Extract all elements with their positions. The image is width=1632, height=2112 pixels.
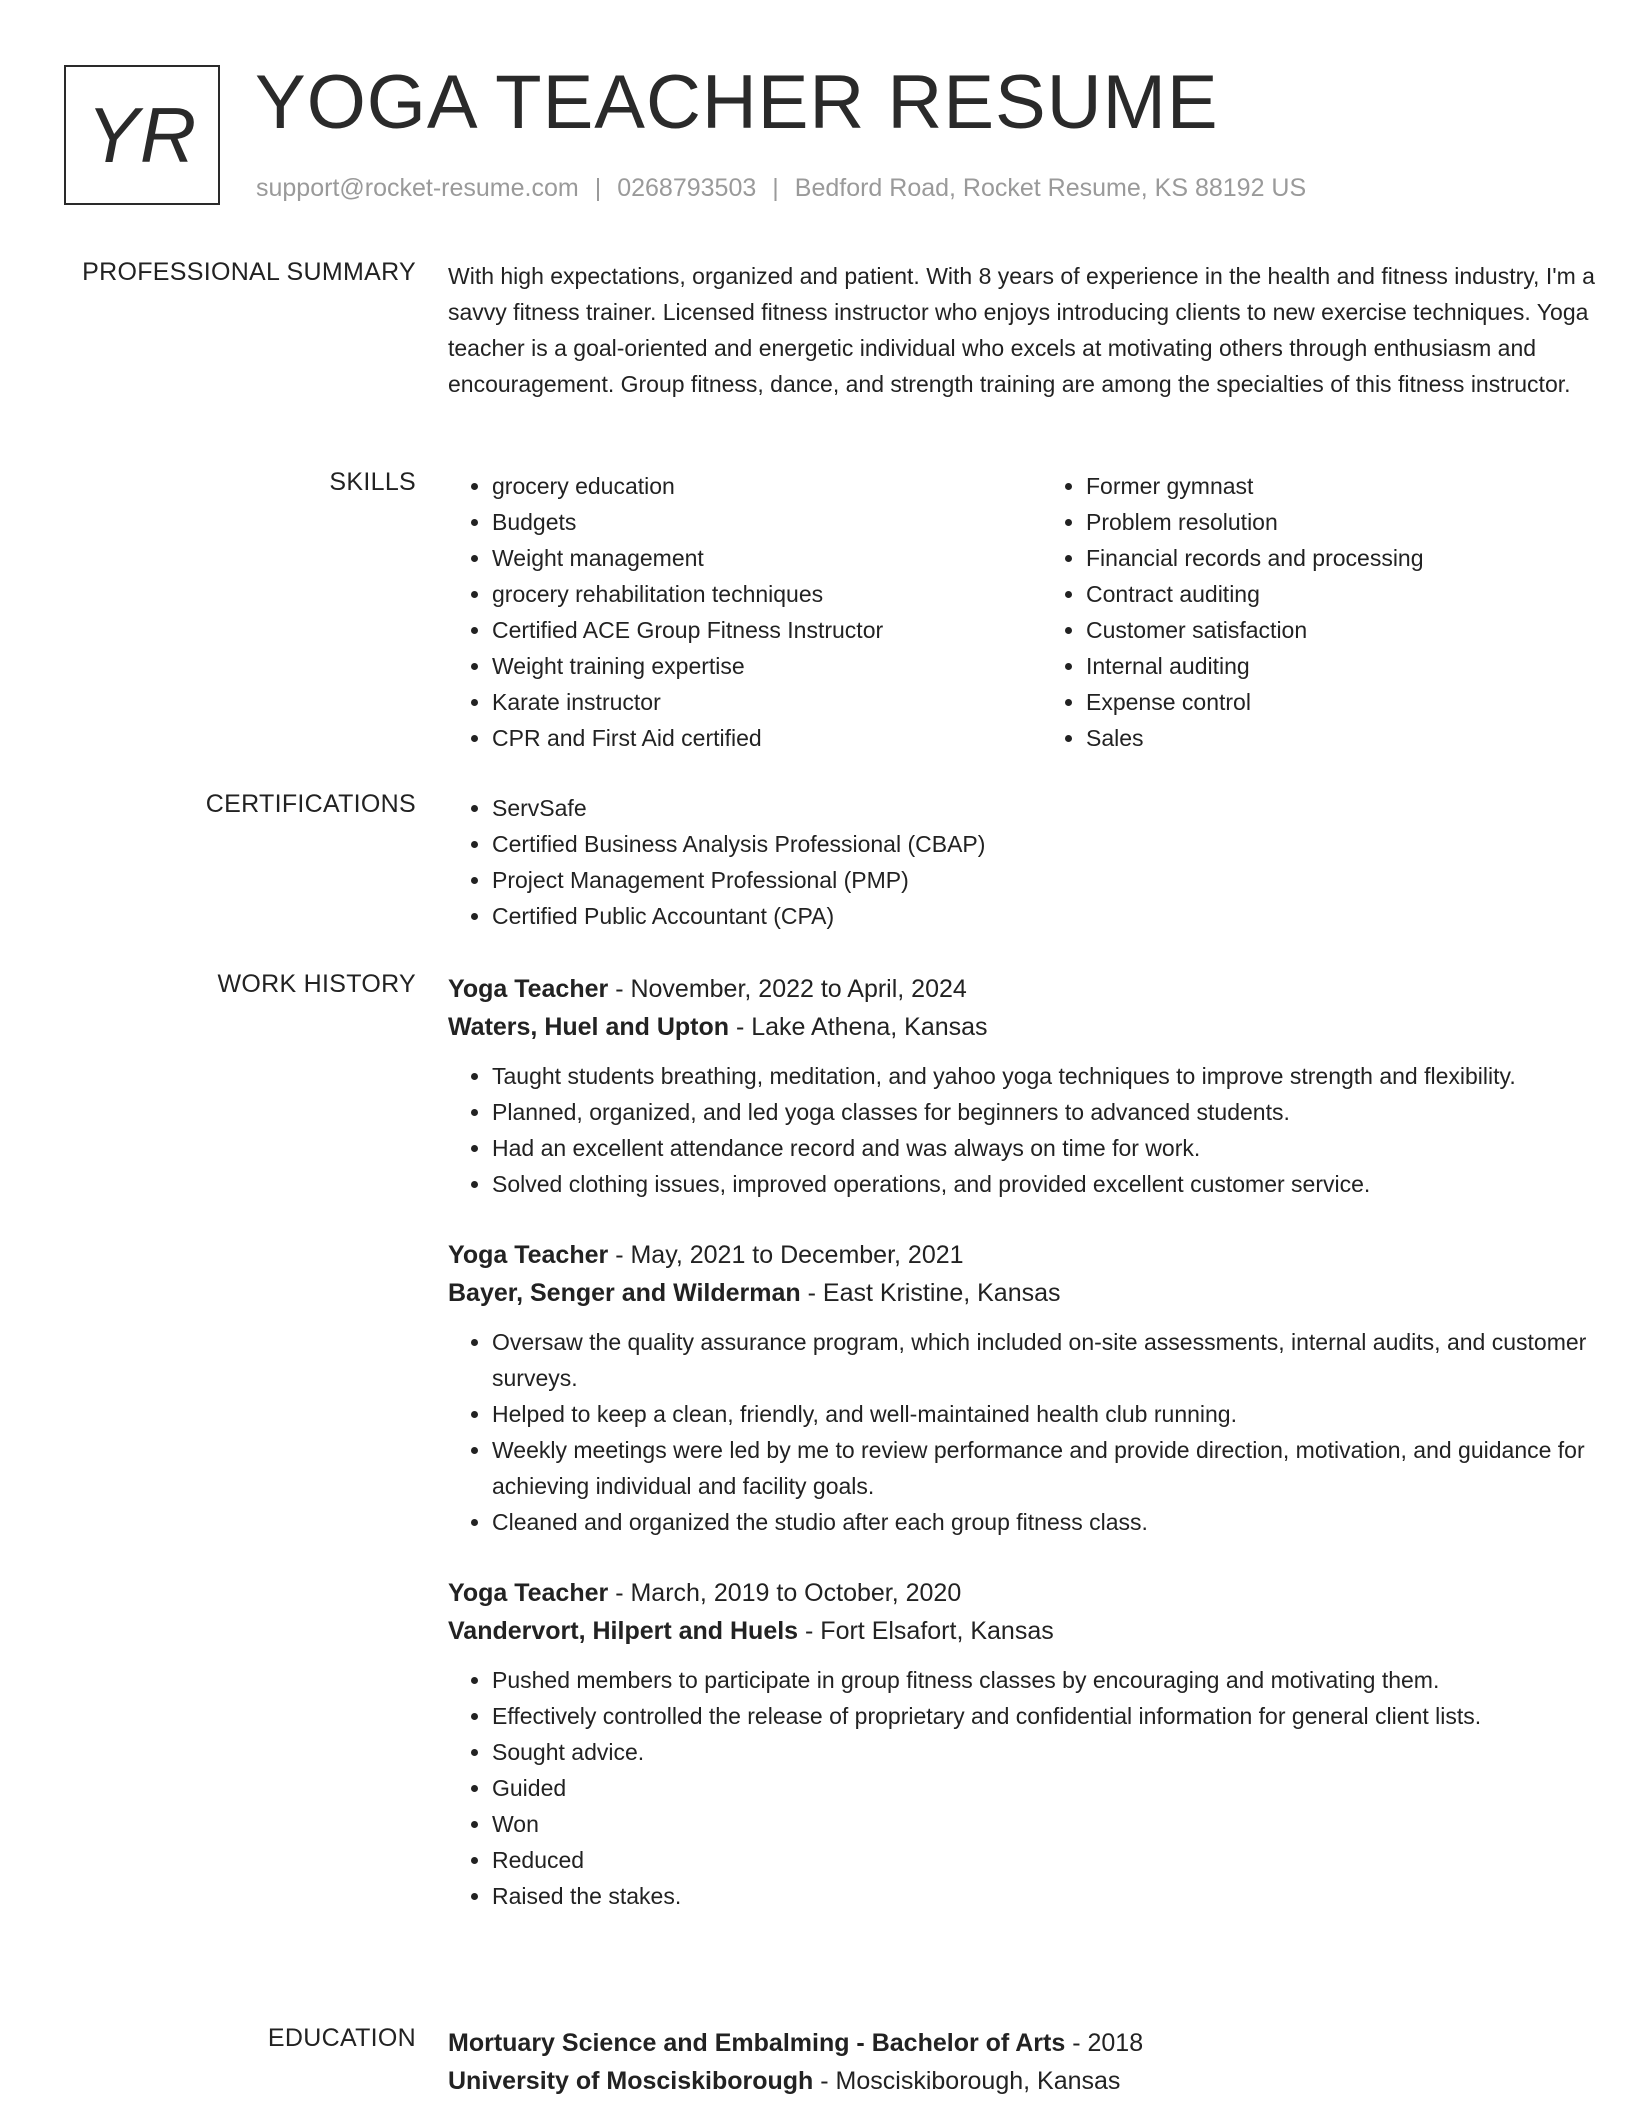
skills-heading: SKILLS — [329, 468, 416, 496]
skill-item: • Internal auditing — [1086, 648, 1632, 684]
skills-list-right — [1042, 468, 1632, 756]
job-bullet: • Reduced — [492, 1842, 1632, 1878]
education-school: University of Mosciskiborough — [448, 2067, 814, 2095]
skill-item: • Problem resolution — [1086, 504, 1632, 540]
job-bullet: • Cleaned and organized the studio after each group fitness class. — [492, 1504, 1632, 1540]
education-heading: EDUCATION — [267, 2024, 416, 2052]
contact-address: Bedford Road, Rocket Resume, KS 88192 US — [794, 174, 1307, 202]
skill-item: • Budgets — [492, 504, 1042, 540]
skill-item: • grocery rehabilitation techniques — [492, 576, 1042, 612]
contact-line — [256, 174, 1306, 203]
skill-item: • CPR and First Aid certified — [492, 720, 1042, 756]
job-entry — [448, 1236, 1632, 1540]
contact-separator: | — [772, 174, 779, 202]
job-dates: - November, 2022 to April, 2024 — [608, 975, 967, 1003]
job-location: - Lake Athena, Kansas — [729, 1013, 988, 1041]
contact-phone[interactable]: 0268793503 — [617, 174, 757, 202]
job-company: Bayer, Senger and Wilderman — [448, 1279, 801, 1307]
summary-heading: PROFESSIONAL SUMMARY — [82, 258, 416, 286]
certification-item: • Project Management Professional (PMP) — [492, 862, 1632, 898]
job-title: Yoga Teacher — [448, 975, 609, 1003]
job-title: Yoga Teacher — [448, 1241, 609, 1269]
job-company-line — [448, 1008, 1632, 1046]
resume-title: YOGA TEACHER RESUME — [255, 60, 1219, 145]
work-history-heading: WORK HISTORY — [217, 970, 416, 998]
job-company: Vandervort, Hilpert and Huels — [448, 1617, 799, 1645]
education-school-line — [448, 2062, 1632, 2100]
job-bullet: • Weekly meetings were led by me to review performance and provide direction, motivation, and guidance for achieving individual and facility goals. — [492, 1432, 1632, 1504]
skills-list-left — [448, 468, 1042, 756]
skill-item: • Financial records and processing — [1086, 540, 1632, 576]
job-entry — [448, 970, 1632, 1202]
certification-item: • Certified Business Analysis Professional (CBAP) — [492, 826, 1632, 862]
contact-email[interactable]: support@rocket-resume.com — [256, 174, 579, 202]
resume-header — [64, 60, 1604, 215]
skill-item: • Former gymnast — [1086, 468, 1632, 504]
certification-item: • Certified Public Accountant (CPA) — [492, 898, 1632, 934]
job-location: - East Kristine, Kansas — [800, 1279, 1061, 1307]
skill-item: • Expense control — [1086, 684, 1632, 720]
skill-item: • Karate instructor — [492, 684, 1042, 720]
job-bullet: • Oversaw the quality assurance program, which included on-site assessments, internal audits, and customer surveys. — [492, 1324, 1632, 1396]
job-bullet: • Won — [492, 1806, 1632, 1842]
skill-item: • Weight management — [492, 540, 1042, 576]
job-bullet: • Sought advice. — [492, 1734, 1632, 1770]
skill-item: • Sales — [1086, 720, 1632, 756]
job-company-line — [448, 1612, 1632, 1650]
job-bullet: • Had an excellent attendance record and was always on time for work. — [492, 1130, 1632, 1166]
skill-item: • Customer satisfaction — [1086, 612, 1632, 648]
job-bullets — [448, 1324, 1632, 1540]
job-title: Yoga Teacher — [448, 1579, 609, 1607]
job-title-line — [448, 970, 1632, 1008]
job-company-line — [448, 1274, 1632, 1312]
certifications-list — [448, 790, 1632, 934]
job-bullet: • Helped to keep a clean, friendly, and well-maintained health club running. — [492, 1396, 1632, 1432]
certification-item: • ServSafe — [492, 790, 1632, 826]
education-location: - Mosciskiborough, Kansas — [813, 2067, 1121, 2095]
job-bullets — [448, 1662, 1632, 1914]
job-location: - Fort Elsafort, Kansas — [798, 1617, 1054, 1645]
job-bullet: • Planned, organized, and led yoga classes for beginners to advanced students. — [492, 1094, 1632, 1130]
job-title-line — [448, 1574, 1632, 1612]
job-title-line — [448, 1236, 1632, 1274]
certifications-heading: CERTIFICATIONS — [205, 790, 416, 818]
monogram-logo: YR — [64, 65, 220, 205]
skill-item: • Certified ACE Group Fitness Instructor — [492, 612, 1042, 648]
education-degree: Mortuary Science and Embalming - Bachelor of Arts — [448, 2029, 1066, 2057]
summary-text: With high expectations, organized and patient. With 8 years of experience in the health and fitness industry, I'm a savvy fitness trainer. Licensed fitness instructor who enjoys introducing clients to new exercise techniques. Yoga teacher is a goal-oriented and energetic individual who excels at motivating others through enthusiasm and encouragement. Group fitness, dance, and strength training are among the specialties of this fitness instructor. — [448, 263, 1595, 397]
education-degree-line — [448, 2024, 1632, 2062]
education-year: - 2018 — [1065, 2029, 1144, 2057]
job-entry — [448, 1574, 1632, 1914]
job-bullet: • Raised the stakes. — [492, 1878, 1632, 1914]
job-dates: - May, 2021 to December, 2021 — [608, 1241, 964, 1269]
job-bullet: • Pushed members to participate in group fitness classes by encouraging and motivating them. — [492, 1662, 1632, 1698]
contact-separator: | — [594, 174, 602, 202]
job-company: Waters, Huel and Upton — [448, 1013, 730, 1041]
job-bullet: • Effectively controlled the release of proprietary and confidential information for general client lists. — [492, 1698, 1632, 1734]
job-bullets — [448, 1058, 1632, 1202]
job-dates: - March, 2019 to October, 2020 — [608, 1579, 962, 1607]
job-bullet: • Guided — [492, 1770, 1632, 1806]
skill-item: • Contract auditing — [1086, 576, 1632, 612]
job-bullet: • Taught students breathing, meditation, and yahoo yoga techniques to improve strength and flexibility. — [492, 1058, 1632, 1094]
skill-item: • Weight training expertise — [492, 648, 1042, 684]
skill-item: • grocery education — [492, 468, 1042, 504]
job-bullet: • Solved clothing issues, improved operations, and provided excellent customer service. — [492, 1166, 1632, 1202]
